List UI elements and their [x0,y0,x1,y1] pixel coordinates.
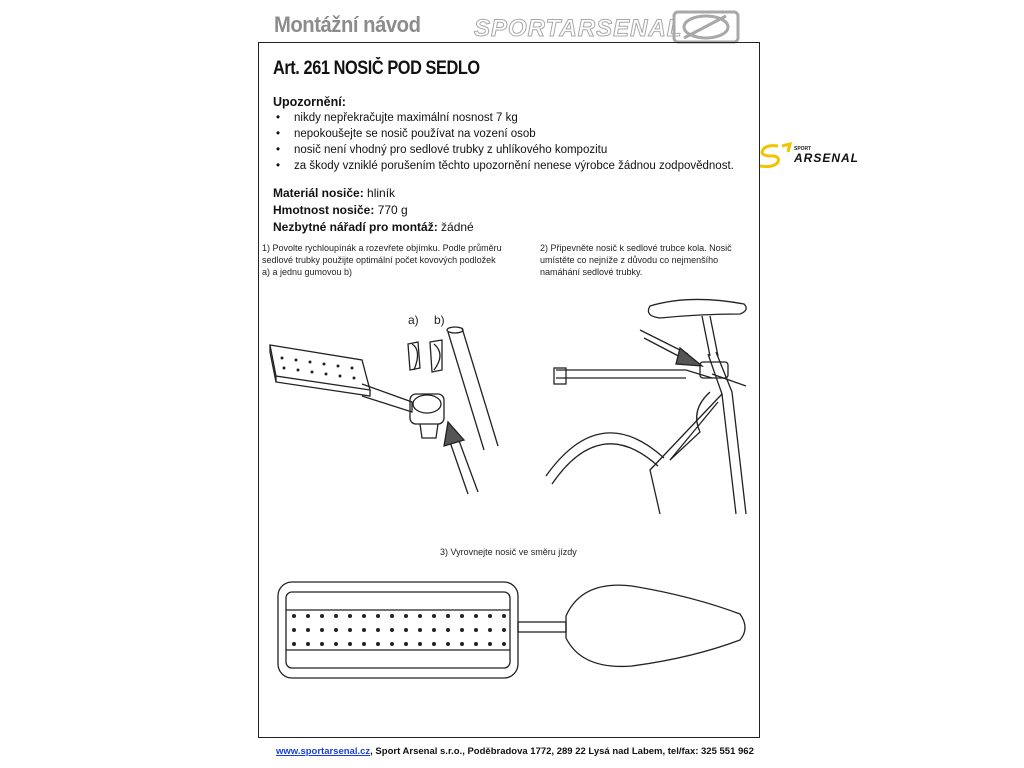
footer-address: , Sport Arsenal s.r.o., Poděbradova 1772, 289 22 Lysá nad Labem, tel/fax: 325 551 962 [370,746,754,757]
article-title: Art. 261 NOSIČ POD SEDLO [273,58,480,79]
step-2-text: 2) Připevněte nosič k sedlové trubce kola. Nosič umístěte co nejníže z důvodu co nejmenšího namáhání sedlové trubky. [540,243,732,277]
spec-weight: Hmotnost nosiče: 770 g [273,203,408,217]
logo-sport-text: SPORT [794,146,812,152]
label-b: b) [434,313,445,327]
warning-item: • nepokoušejte se nosič používat na vození osob [276,128,536,140]
step-3-text: 3) Vyrovnejte nosič ve směru jízdy [440,547,577,557]
figure-step-1 [262,300,512,500]
step-1-text: 1) Povolte rychloupínák a rozevřete objímku. Podle průměru sedlové trubky použijte optimální počet kovových podložek a) a jednu gumovou b) [262,243,502,277]
warning-item: • za škody vzniklé porušením těchto upozornění nenese výrobce žádnou zodpovědnost. [276,160,734,172]
warning-item: • nosič není vhodný pro sedlové trubky z uhlíkového kompozitu [276,144,608,156]
website-link[interactable]: www.sportarsenal.cz [276,746,371,757]
page-header-title: Montážní návod [274,12,421,37]
spec-tools: Nezbytné nářadí pro montáž: žádné [273,220,474,234]
footer [276,746,754,757]
figure-step-3 [272,570,754,688]
spec-material: Materiál nosiče: hliník [273,186,396,200]
warning-item: • nikdy nepřekračujte maximální nosnost 7 kg [276,112,518,124]
logo-text: SPORTARSENAL [474,15,683,42]
logo-s-swoosh-icon [760,144,790,167]
sportarsenal-logo [472,8,744,44]
sport-arsenal-logo [756,140,884,170]
logo-swoosh-icon [674,12,738,42]
figure-step-2 [540,290,752,516]
logo-arsenal-text: ARSENAL [794,151,860,165]
label-a: a) [408,313,419,327]
warnings-heading: Upozornění: [273,95,346,109]
